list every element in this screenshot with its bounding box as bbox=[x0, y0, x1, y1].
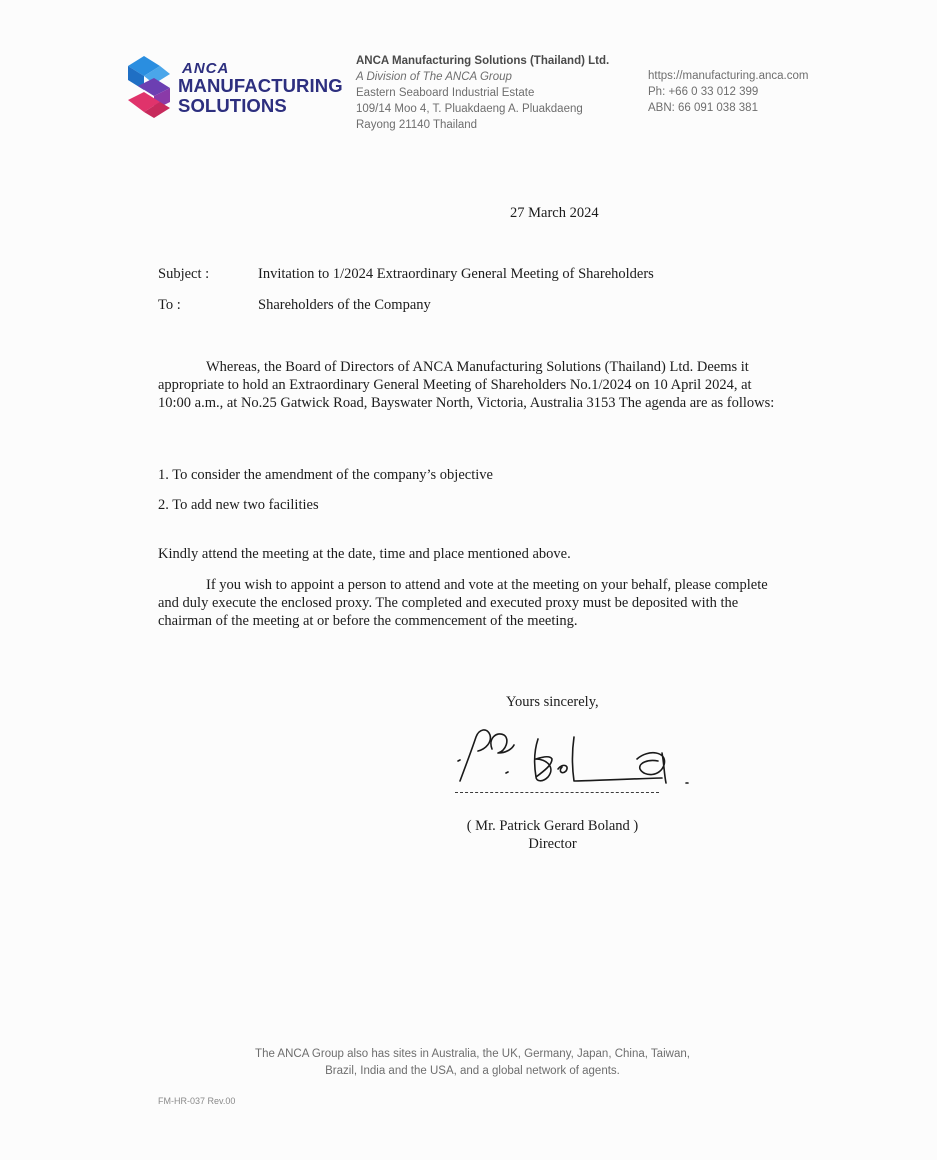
company-name: ANCA Manufacturing Solutions (Thailand) Ltd. bbox=[356, 55, 610, 67]
to-label: To : bbox=[158, 297, 181, 313]
handwritten-signature bbox=[452, 715, 702, 795]
company-address-block bbox=[356, 53, 609, 133]
subject-text: Invitation to 1/2024 Extraordinary General Meeting of Shareholders bbox=[258, 266, 654, 282]
logo-line-solutions: SOLUTIONS bbox=[178, 95, 287, 116]
form-code: FM-HR-037 Rev.00 bbox=[158, 1096, 236, 1106]
contact-block bbox=[648, 68, 808, 116]
signer-title: Director bbox=[528, 836, 577, 852]
address-line: Rayong 21140 Thailand bbox=[356, 119, 478, 131]
to-text: Shareholders of the Company bbox=[258, 297, 431, 313]
abn-number: ABN: 66 091 038 381 bbox=[648, 102, 758, 114]
attendance-request: Kindly attend the meeting at the date, time and place mentioned above. bbox=[158, 546, 571, 562]
agenda-item: 1. To consider the amendment of the company’s objective bbox=[158, 467, 493, 483]
footer-line: Brazil, India and the USA, and a global network of agents. bbox=[325, 1065, 620, 1077]
agenda-item: 2. To add new two facilities bbox=[158, 497, 319, 513]
company-division: A Division of The ANCA Group bbox=[356, 71, 512, 83]
footer-note bbox=[180, 1046, 765, 1080]
paragraph-2-text: If you wish to appoint a person to attend and vote at the meeting on your behalf, please complete and duly execute the enclosed proxy. The completed and executed proxy must be deposited with the chairman of the meeting at or before the commencement of the meeting. bbox=[158, 577, 768, 629]
address-line: 109/14 Moo 4, T. Pluakdaeng A. Pluakdaeng bbox=[356, 103, 583, 115]
body-paragraph-1 bbox=[158, 358, 783, 412]
logo-line-manufacturing: MANUFACTURING bbox=[178, 75, 343, 96]
closing-salutation: Yours sincerely, bbox=[506, 694, 599, 710]
paragraph-1-text: Whereas, the Board of Directors of ANCA Manufacturing Solutions (Thailand) Ltd. Deems it appropriate to hold an Extraordinary General Meeting of Shareholders No.1/2024 on 10 April 2024, at 10:00 a.m., at No.25 Gatwick Road, Bayswater North, Victoria, Australia 3153 The agenda are as follows: bbox=[158, 359, 775, 411]
phone-number: Ph: +66 0 33 012 399 bbox=[648, 86, 759, 98]
body-paragraph-2 bbox=[158, 576, 783, 630]
logo-wordmark bbox=[178, 62, 343, 116]
address-line: Eastern Seaboard Industrial Estate bbox=[356, 87, 535, 99]
anca-logo-icon bbox=[128, 56, 170, 122]
signature-line bbox=[455, 792, 659, 793]
website-link[interactable]: https://manufacturing.anca.com bbox=[648, 70, 809, 82]
footer-line: The ANCA Group also has sites in Australia, the UK, Germany, Japan, China, Taiwan, bbox=[255, 1048, 690, 1060]
signer-name: ( Mr. Patrick Gerard Boland ) bbox=[466, 818, 639, 834]
letter-date: 27 March 2024 bbox=[510, 205, 599, 221]
subject-label: Subject : bbox=[158, 266, 210, 282]
logo-anca-text: ANCA bbox=[182, 60, 230, 77]
